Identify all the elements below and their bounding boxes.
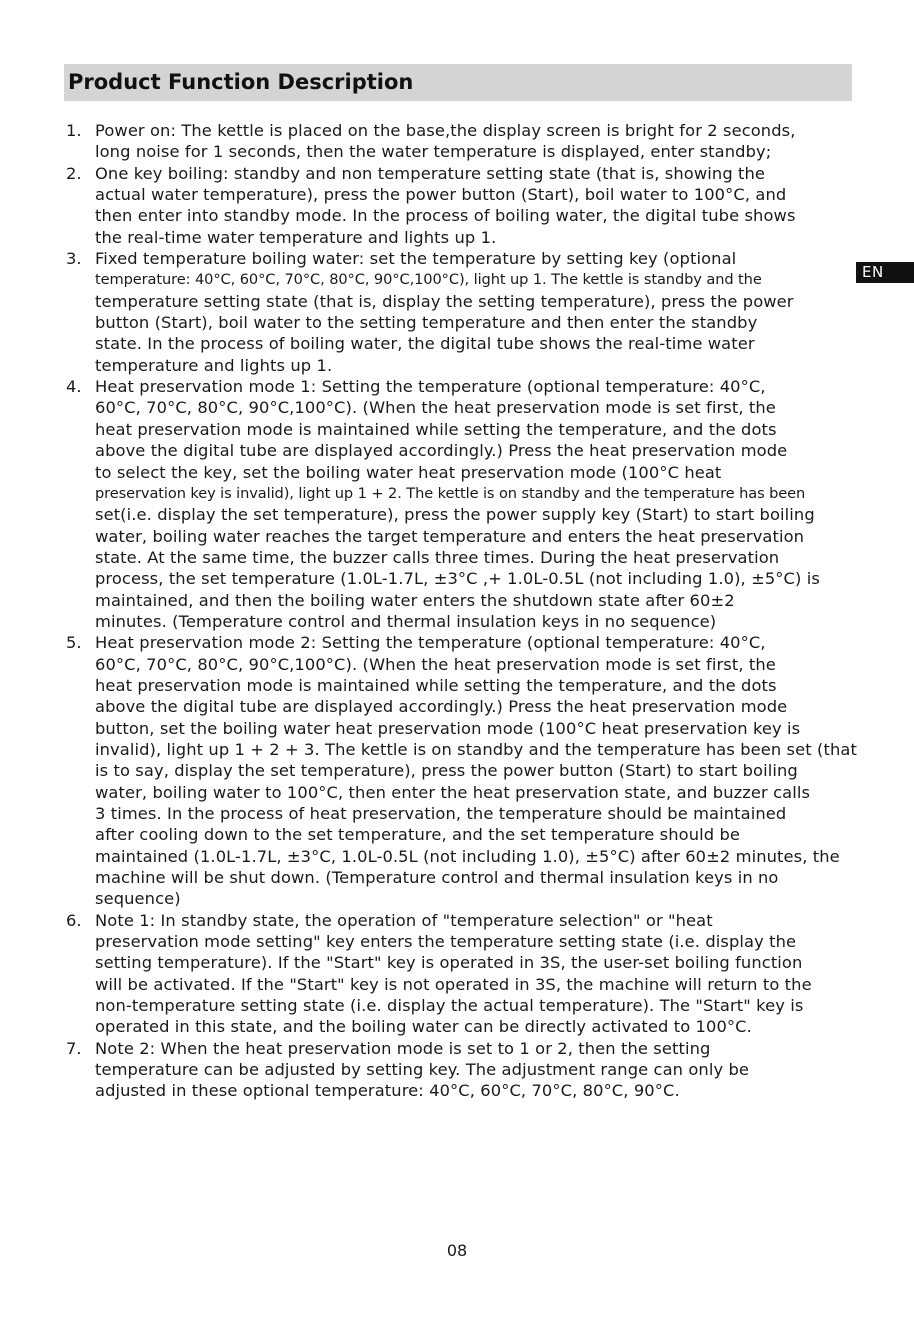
list-item	[64, 120, 864, 163]
section-title: Product Function Description	[68, 70, 414, 94]
text-line: water, boiling water reaches the target temperature and enters the heat preservation	[95, 526, 805, 546]
text-line: setting temperature). If the "Start" key is operated in 3S, the user-set boiling function	[95, 953, 803, 973]
list-item-text	[95, 1038, 864, 1102]
text-line: Heat preservation mode 1: Setting the temperature (optional temperature: 40°C,	[95, 377, 766, 397]
text-line: adjusted in these optional temperature: 40°C, 60°C, 70°C, 80°C, 90°C.	[95, 1081, 680, 1101]
text-line: temperature and lights up 1.	[95, 355, 333, 375]
list-item-number: 4.	[66, 377, 82, 397]
text-line: machine will be shut down. (Temperature control and thermal insulation keys in no	[95, 868, 779, 888]
text-line: Note 1: In standby state, the operation of "temperature selection" or "heat	[95, 910, 713, 930]
text-line: 60°C, 70°C, 80°C, 90°C,100°C). (When the heat preservation mode is set first, the	[95, 398, 776, 418]
text-line: to select the key, set the boiling water heat preservation mode (100°C heat	[95, 462, 722, 482]
section-header	[64, 64, 852, 101]
text-line: state. At the same time, the buzzer calls three times. During the heat preservation	[95, 547, 780, 567]
text-line: actual water temperature), press the power button (Start), boil water to 100°C, and	[95, 185, 787, 205]
list-item-text	[95, 376, 864, 632]
text-line: then enter into standby mode. In the process of boiling water, the digital tube shows	[95, 206, 796, 226]
text-line: Note 2: When the heat preservation mode is set to 1 or 2, then the setting	[95, 1038, 711, 1058]
list-item-number: 5.	[66, 633, 82, 653]
text-line: operated in this state, and the boiling water can be directly activated to 100°C.	[95, 1017, 752, 1037]
text-line: heat preservation mode is maintained while setting the temperature, and the dots	[95, 419, 777, 439]
text-line: water, boiling water to 100°C, then enter the heat preservation state, and buzzer calls	[95, 782, 811, 802]
text-line: invalid), light up 1 + 2 + 3. The kettle is on standby and the temperature has been set (that	[95, 739, 857, 759]
text-line: Fixed temperature boiling water: set the temperature by setting key (optional	[95, 249, 737, 269]
language-badge: EN	[856, 262, 914, 283]
text-line: will be activated. If the "Start" key is not operated in 3S, the machine will return to the	[95, 974, 812, 994]
text-line: maintained, and then the boiling water enters the shutdown state after 60±2	[95, 590, 735, 610]
list-item-text	[95, 163, 864, 248]
list-item-text	[95, 910, 864, 1038]
page-number: 08	[446, 1241, 468, 1260]
list-item	[64, 1038, 864, 1102]
text-line: Heat preservation mode 2: Setting the temperature (optional temperature: 40°C,	[95, 633, 766, 653]
text-line: after cooling down to the set temperature, and the set temperature should be	[95, 825, 741, 845]
text-line: preservation mode setting" key enters the temperature setting state (i.e. display the	[95, 932, 797, 952]
text-line: button, set the boiling water heat preservation mode (100°C heat preservation key is	[95, 718, 801, 738]
text-line: process, the set temperature (1.0L-1.7L, ±3°C ,+ 1.0L-0.5L (not including 1.0), ±5°C) is	[95, 569, 820, 589]
text-line: button (Start), boil water to the setting temperature and then enter the standby	[95, 313, 758, 333]
list-item-number: 3.	[66, 249, 82, 269]
text-line: preservation key is invalid), light up 1 + 2. The kettle is on standby and the temperature has been	[95, 484, 806, 502]
list-item-text	[95, 632, 864, 909]
text-line: 60°C, 70°C, 80°C, 90°C,100°C). (When the heat preservation mode is set first, the	[95, 654, 776, 674]
text-line: the real-time water temperature and lights up 1.	[95, 227, 497, 247]
list-item	[64, 910, 864, 1038]
list-item	[64, 163, 864, 248]
text-line: 3 times. In the process of heat preservation, the temperature should be maintained	[95, 804, 787, 823]
text-line: above the digital tube are displayed accordingly.) Press the heat preservation mode	[95, 697, 788, 717]
text-line: maintained (1.0L-1.7L, ±3°C, 1.0L-0.5L (not including 1.0), ±5°C) after 60±2 minutes, the	[95, 846, 840, 866]
text-line: temperature setting state (that is, display the setting temperature), press the power	[95, 291, 794, 311]
text-line: minutes. (Temperature control and thermal insulation keys in no sequence)	[95, 611, 717, 631]
text-line: long noise for 1 seconds, then the water temperature is displayed, enter standby;	[95, 142, 772, 162]
list-item	[64, 632, 864, 909]
list-item	[64, 376, 864, 632]
list-item-text	[95, 120, 864, 163]
list-item-number: 7.	[66, 1038, 82, 1058]
text-line: state. In the process of boiling water, the digital tube shows the real-time water	[95, 334, 755, 354]
list-item-number: 6.	[66, 910, 82, 930]
function-description-list	[64, 120, 864, 1102]
list-item-number: 2.	[66, 163, 82, 183]
list-item-text	[95, 248, 864, 376]
text-line: One key boiling: standby and non temperature setting state (that is, showing the	[95, 163, 766, 183]
text-line: set(i.e. display the set temperature), press the power supply key (Start) to start boiling	[95, 505, 815, 525]
text-line: sequence)	[95, 889, 181, 909]
text-line: is to say, display the set temperature), press the power button (Start) to start boiling	[95, 761, 798, 781]
text-line: temperature: 40°C, 60°C, 70°C, 80°C, 90°C,100°C), light up 1. The kettle is standby and the	[95, 271, 762, 289]
text-line: heat preservation mode is maintained while setting the temperature, and the dots	[95, 675, 777, 695]
list-item	[64, 248, 864, 376]
text-line: Power on: The kettle is placed on the base,the display screen is bright for 2 seconds,	[95, 121, 796, 140]
list-item-number: 1.	[66, 121, 82, 140]
text-line: temperature can be adjusted by setting key. The adjustment range can only be	[95, 1060, 750, 1080]
text-line: above the digital tube are displayed accordingly.) Press the heat preservation mode	[95, 441, 788, 461]
text-line: non-temperature setting state (i.e. display the actual temperature). The "Start" key is	[95, 996, 804, 1016]
